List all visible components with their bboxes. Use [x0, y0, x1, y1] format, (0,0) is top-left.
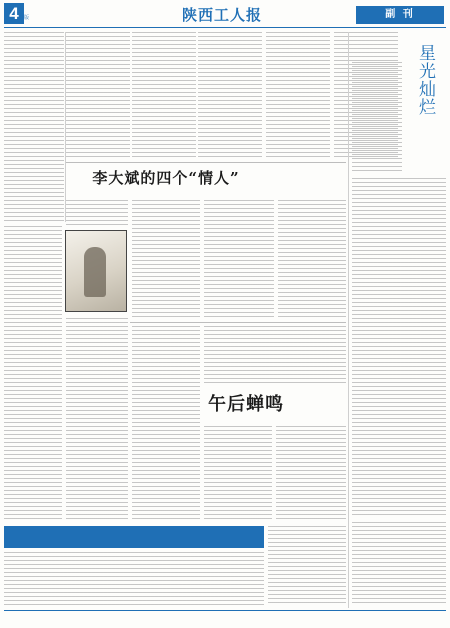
- second-headline: 午后蝉鸣: [208, 394, 284, 415]
- page-unit: 版: [24, 15, 30, 21]
- text-block: [204, 426, 272, 522]
- illustration-photo: [65, 230, 127, 312]
- text-block: [352, 62, 402, 172]
- text-block: [132, 322, 200, 522]
- text-block: [204, 326, 346, 386]
- page-number: 4: [4, 3, 24, 24]
- text-block: [4, 226, 62, 522]
- text-block: [66, 32, 130, 160]
- text-block: [276, 426, 346, 522]
- text-block: [4, 32, 64, 222]
- main-headline: 李大斌的四个“情人”: [92, 169, 240, 187]
- footer-rule: [4, 610, 446, 611]
- text-block: [268, 526, 346, 606]
- text-block: [278, 200, 346, 318]
- ad-banner: [4, 526, 264, 548]
- text-block: [66, 318, 128, 522]
- paper-logo: 陕西工人报: [182, 6, 263, 24]
- column-divider: [348, 32, 349, 608]
- section-divider: [130, 322, 346, 323]
- text-block: [132, 200, 200, 318]
- top-rule: [4, 27, 446, 28]
- text-block: [66, 200, 128, 226]
- column-title: 星光灿烂: [415, 44, 435, 116]
- text-block: [266, 32, 330, 160]
- text-block: [352, 178, 446, 518]
- text-block: [4, 552, 264, 606]
- masthead: [0, 0, 450, 28]
- figure-silhouette: [84, 247, 106, 297]
- column-divider: [65, 32, 66, 222]
- text-block: [132, 32, 196, 160]
- text-block: [204, 200, 274, 318]
- text-block: [198, 32, 262, 160]
- section-name: 副 刊: [356, 6, 444, 24]
- section-divider: [66, 162, 346, 163]
- text-block: [352, 522, 446, 606]
